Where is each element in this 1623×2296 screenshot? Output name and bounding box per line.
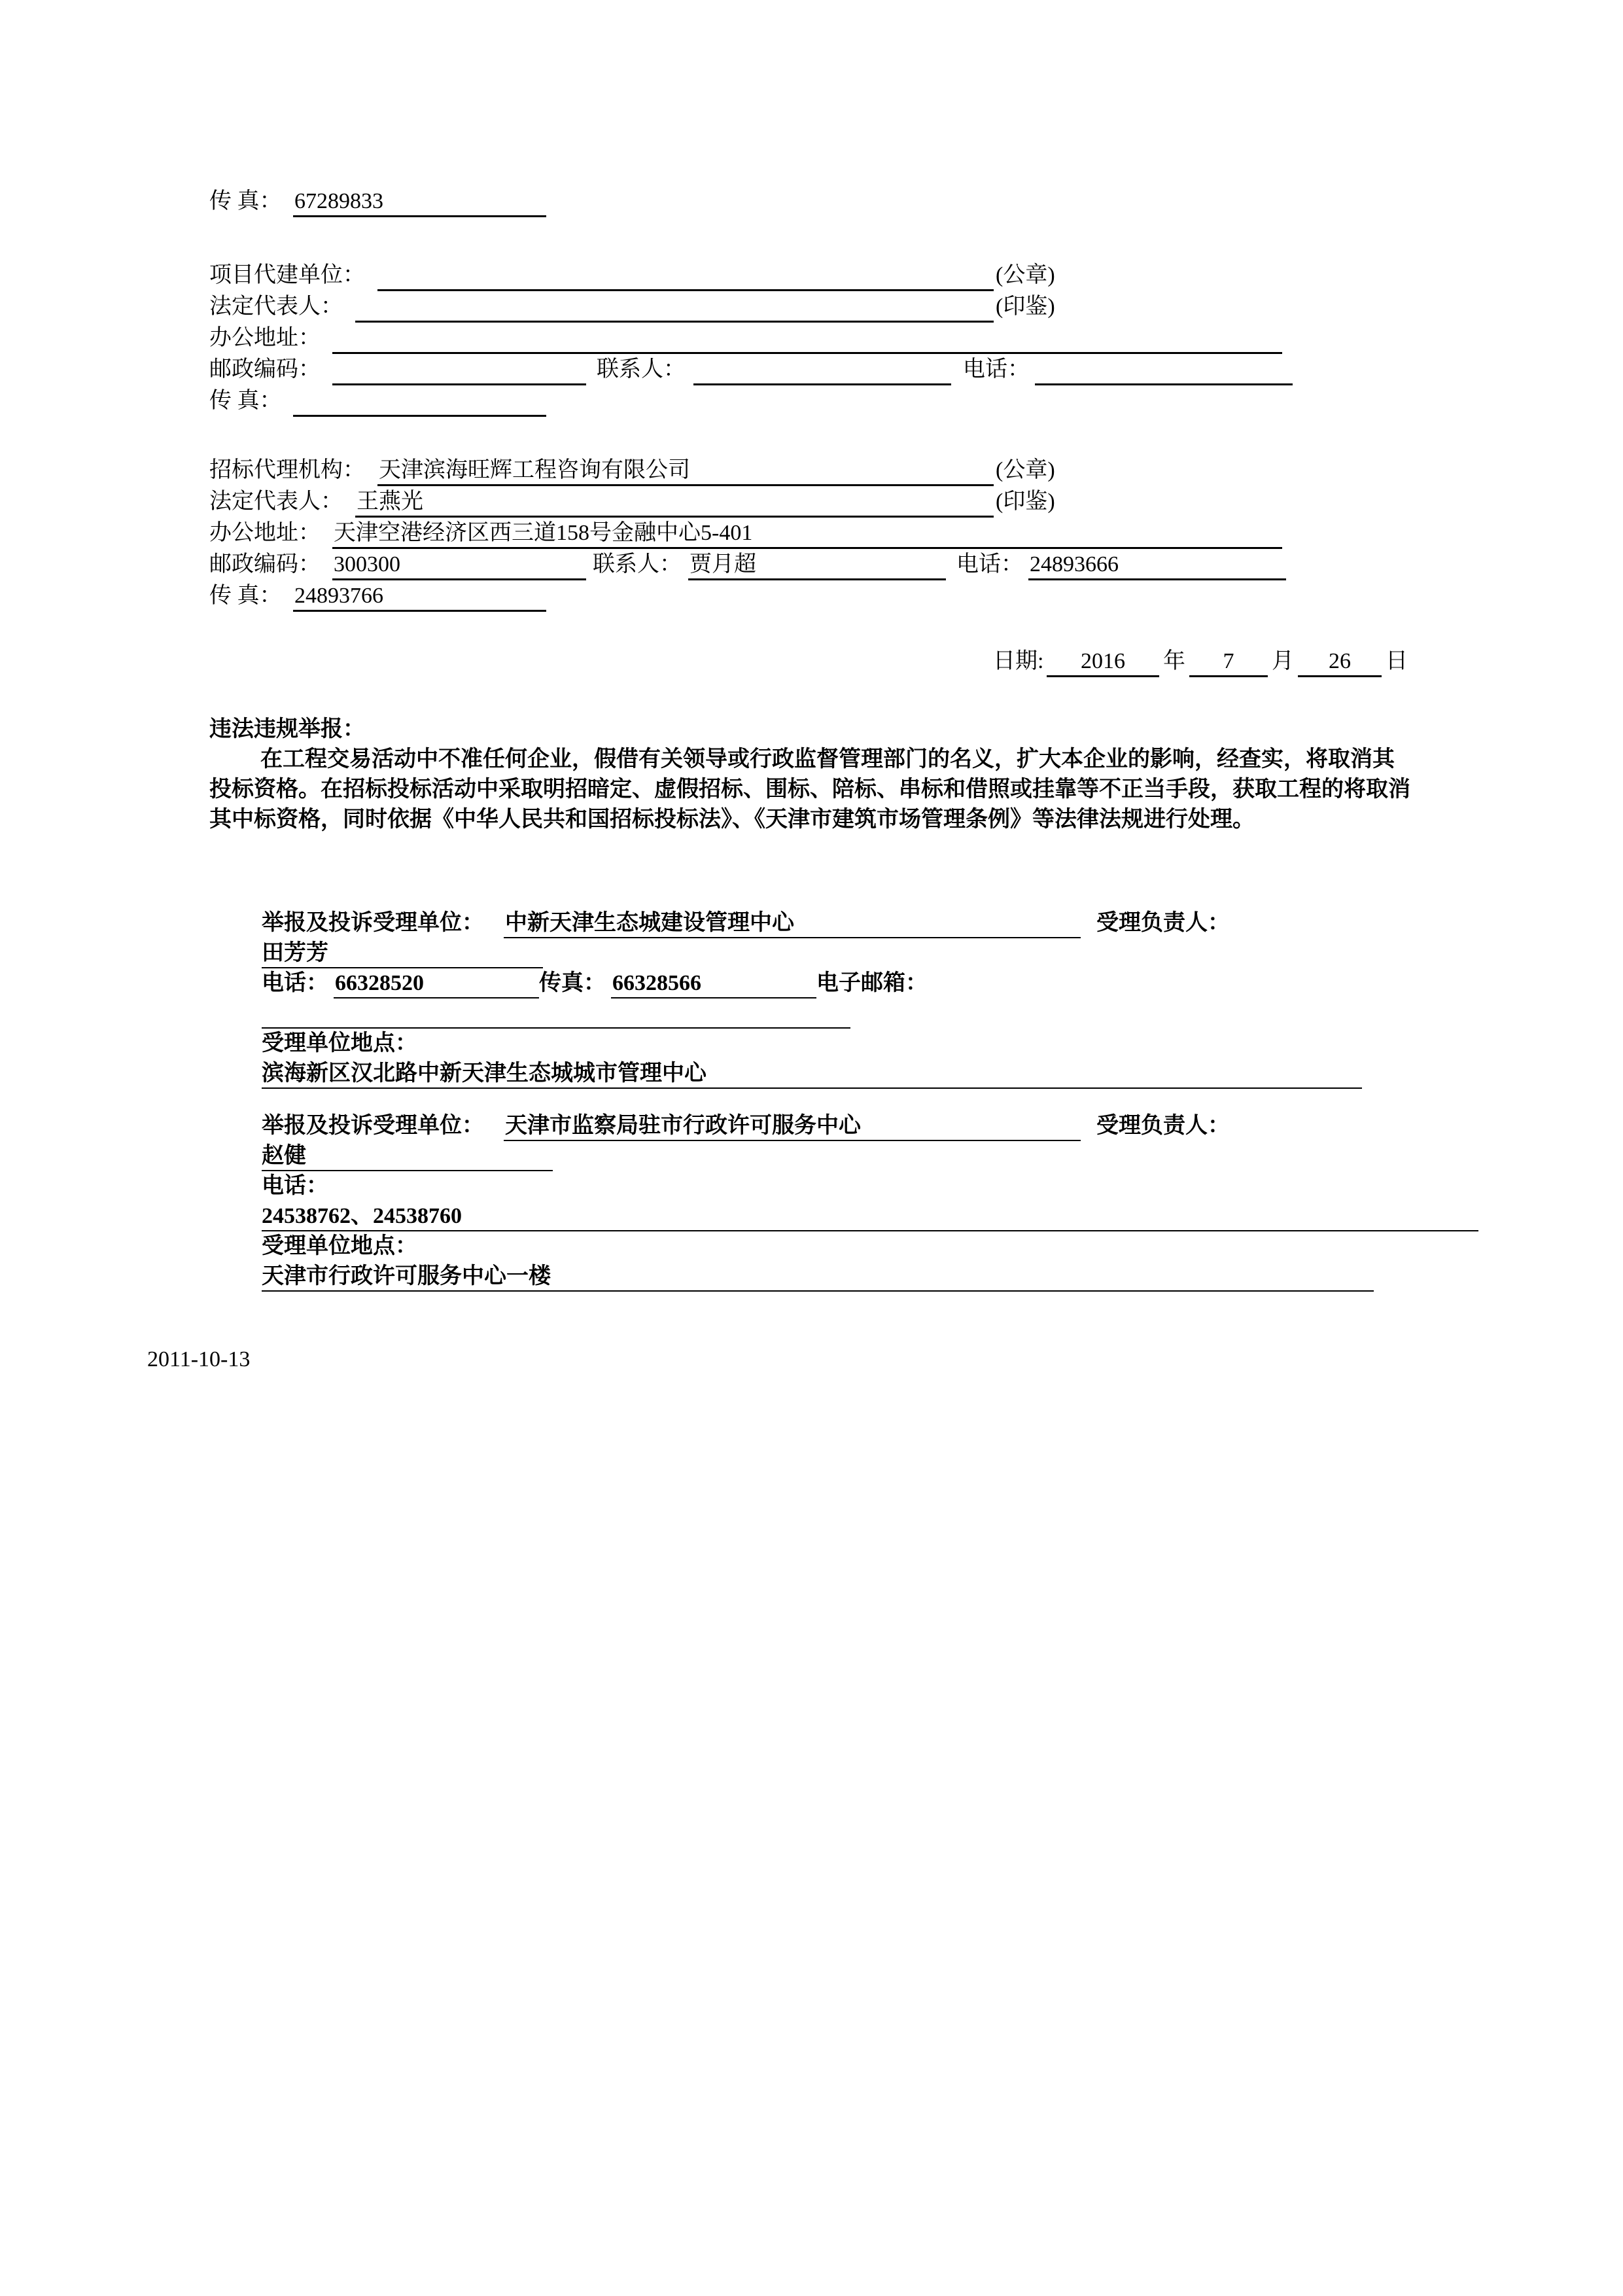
postcode-label: 邮政编码：: [209, 552, 321, 576]
addr-field: 天津市行政许可服务中心一楼: [262, 1262, 1374, 1292]
complaint-unit-label: 举报及投诉受理单位：: [262, 1114, 484, 1138]
phone-field: 24538762、24538760: [262, 1201, 1478, 1231]
postcode-label: 邮政编码：: [209, 357, 321, 381]
contact-label: 联系人：: [593, 552, 682, 576]
footer-date: 2011-10-13: [147, 1347, 251, 1371]
stamp-label: (印鉴): [996, 294, 1055, 319]
phone-label: 电话：: [963, 357, 1030, 381]
date-year: 2016: [1047, 646, 1159, 677]
postcode-field: [332, 355, 586, 385]
addr-label: 办公地址：: [209, 521, 321, 545]
violation-text: 在工程交易活动中不准任何企业，假借有关领导或行政监督管理部门的名义，扩大本企业的影响，经查实，将取消其投标资格。在招标投标活动中采取明招暗定、虚假招标、围标、陪标、串标和借照或挂靠等不正当手段，获取工程的将取消其中标资格，同时依据《中华人民共和国招标投标法》、《天津市建筑市场管理条例》等法律法规进行处理。: [209, 747, 1410, 832]
fax-field: 66328566: [611, 968, 816, 998]
email-label: 电子邮箱：: [816, 971, 928, 995]
phone-label: 电话：: [262, 971, 328, 995]
date-day: 26: [1298, 646, 1382, 677]
responsible-person-label: 受理负责人：: [1096, 1114, 1230, 1138]
phone-label: 电话：: [262, 1174, 328, 1198]
postcode-field: 300300: [332, 550, 586, 580]
date-month-unit: 月: [1272, 649, 1294, 673]
contact-field: [693, 355, 951, 385]
addr-label: 办公地址：: [209, 326, 321, 350]
date-label: 日期:: [993, 649, 1044, 673]
contact-label: 联系人：: [597, 357, 686, 381]
fax-field: 67289833: [293, 186, 546, 217]
phone-field: 24893666: [1028, 550, 1286, 580]
fax-label: 传 真：: [209, 389, 282, 413]
fax-field: 24893766: [293, 581, 546, 612]
fax-label: 传 真：: [209, 584, 282, 608]
contact-field: 贾月超: [688, 550, 946, 580]
addr-field: [332, 323, 1282, 354]
stamp-label: (印鉴): [996, 489, 1055, 514]
addr-field: 天津空港经济区西三道158号金融中心5-401: [332, 518, 1282, 549]
phone-field: 66328520: [334, 968, 539, 998]
rep-label: 法定代表人：: [209, 294, 343, 319]
date-year-unit: 年: [1163, 649, 1185, 673]
complaint-unit-label: 举报及投诉受理单位：: [262, 911, 484, 935]
date-row: [993, 646, 1412, 677]
date-month: 7: [1189, 646, 1268, 677]
unit-label: 招标代理机构：: [209, 458, 365, 482]
date-day-unit: 日: [1386, 649, 1408, 673]
rep-field: 王燕光: [355, 487, 994, 518]
seal-label: (公章): [996, 458, 1055, 482]
seal-label: (公章): [996, 263, 1055, 287]
responsible-person-field: 田芳芳: [262, 938, 543, 968]
fax-label: 传真：: [539, 971, 606, 995]
addr-label: 受理单位地点：: [262, 1031, 417, 1055]
rep-field: [355, 292, 994, 323]
fax-field: [293, 386, 546, 417]
violation-section: [209, 715, 1413, 835]
phone-field: [1035, 355, 1293, 385]
responsible-person-label: 受理负责人：: [1096, 911, 1230, 935]
email-field: [262, 998, 850, 1029]
complaint-unit-field: 中新天津生态城建设管理中心: [504, 908, 1081, 938]
phone-label: 电话：: [956, 552, 1023, 576]
unit-label: 项目代建单位：: [209, 263, 365, 287]
unit-field: 天津滨海旺辉工程咨询有限公司: [377, 455, 994, 486]
rep-label: 法定代表人：: [209, 489, 343, 514]
unit-field: [377, 260, 994, 291]
addr-field: 滨海新区汉北路中新天津生态城城市管理中心: [262, 1059, 1362, 1089]
addr-label: 受理单位地点：: [262, 1234, 417, 1258]
complaint-unit-field: 天津市监察局驻市行政许可服务中心: [504, 1111, 1081, 1141]
responsible-person-field: 赵健: [262, 1141, 553, 1171]
fax-label: 传 真：: [209, 189, 282, 213]
violation-title: 违法违规举报：: [209, 717, 365, 741]
